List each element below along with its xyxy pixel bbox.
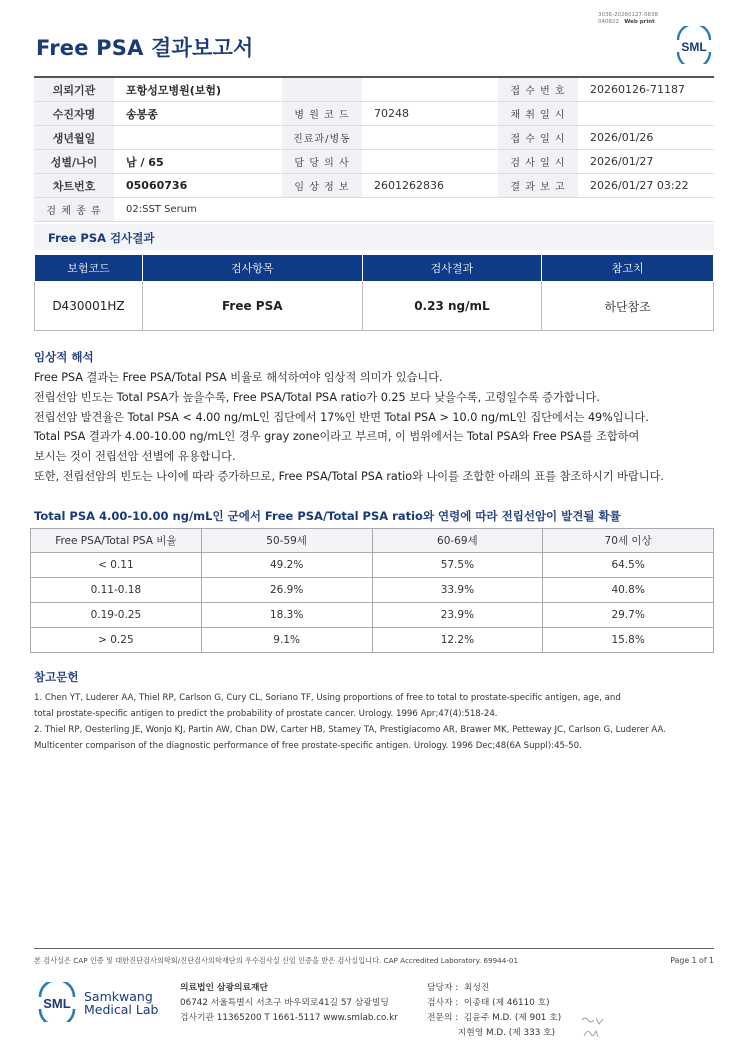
col-header-result: 검사결과 xyxy=(362,255,542,282)
report-title: Free PSA 결과보고서 xyxy=(36,36,254,60)
info-value xyxy=(114,126,282,150)
patient-info-table xyxy=(34,76,714,222)
info-value: 20260126-71187 xyxy=(578,77,714,102)
result-table xyxy=(34,254,714,331)
clinical-interpretation-title: 임상적 해석 xyxy=(34,350,94,364)
info-value: 70248 xyxy=(362,102,498,126)
table-cell: 29.7% xyxy=(543,603,714,628)
info-label: 검 사 일 시 xyxy=(498,150,578,174)
table-cell: 15.8% xyxy=(543,628,714,653)
table-cell: 64.5% xyxy=(543,553,714,578)
clinical-line: 전립선암 발견율은 Total PSA < 4.00 ng/mL인 집단에서 17%인 반면 Total PSA > 10.0 ng/mL인 집단에서는 49%입니다. xyxy=(34,410,649,424)
col-header-age-70: 70세 이상 xyxy=(543,529,714,553)
clinical-line: 또한, 전립선암의 빈도는 나이에 따라 증가하므로, Free PSA/Total PSA ratio와 나이를 조합한 아래의 표를 참조하시기 바랍니다. xyxy=(34,469,664,483)
table-row xyxy=(31,628,714,653)
info-label: 차트번호 xyxy=(34,174,114,198)
info-value: 2026/01/27 xyxy=(578,150,714,174)
clinical-interpretation-text xyxy=(34,368,724,487)
specimen-value: 02:SST Serum xyxy=(114,198,714,222)
info-value xyxy=(362,150,498,174)
footer-staff xyxy=(427,981,561,1041)
staff-line: 담당자 : 최성진 xyxy=(427,983,490,993)
info-value: 05060736 xyxy=(114,174,282,198)
reference-line: 1. Chen YT, Luderer AA, Thiel RP, Carlson G, Cury CL, Soriano TF, Using proportions of free to total to prostate-specific antigen, age, and xyxy=(34,693,621,703)
info-label: 생년월일 xyxy=(34,126,114,150)
table-cell: 57.5% xyxy=(372,553,543,578)
info-label: 성별/나이 xyxy=(34,150,114,174)
info-label: 병 원 코 드 xyxy=(282,102,362,126)
info-label: 의뢰기관 xyxy=(34,77,114,102)
clinical-line: Free PSA 결과는 Free PSA/Total PSA 비율로 해석하여야 임상적 의미가 있습니다. xyxy=(34,371,443,384)
svg-text:SML: SML xyxy=(681,40,707,54)
info-value: 2026/01/27 03:22 xyxy=(578,174,714,198)
table-cell: 40.8% xyxy=(543,578,714,603)
info-value: 2601262836 xyxy=(362,174,498,198)
references-title: 참고문헌 xyxy=(34,670,79,684)
test-item: Free PSA xyxy=(142,282,362,331)
page-number: Page 1 of 1 xyxy=(670,956,714,965)
table-row xyxy=(31,553,714,578)
table-cell: 0.11-0.18 xyxy=(31,578,202,603)
sml-logo-icon xyxy=(674,26,714,64)
probability-table-title: Total PSA 4.00-10.00 ng/mL인 군에서 Free PSA/Total PSA ratio와 연령에 따라 전립선암이 발견될 확률 xyxy=(34,509,621,523)
info-label: 담 당 의 사 xyxy=(282,150,362,174)
staff-line: 검사자 : 이종태 (제 46110 호) xyxy=(427,998,550,1008)
table-cell: 49.2% xyxy=(201,553,372,578)
table-cell: 23.9% xyxy=(372,603,543,628)
info-label: 접 수 일 시 xyxy=(498,126,578,150)
specimen-label: 검 체 종 류 xyxy=(34,198,114,222)
info-label: 결 과 보 고 xyxy=(498,174,578,198)
reference-value: 하단참조 xyxy=(542,282,714,331)
footer-logo-text: Samkwang Medical Lab xyxy=(84,989,159,1017)
col-header-age-50: 50-59세 xyxy=(201,529,372,553)
footer-address: 의료법인 삼광의료재단 06742 서울특별시 서초구 바우뫼로41길 57 삼광빌딩 검사기관 11365200 T 1661-5117 www.smlab.co.kr xyxy=(180,983,398,1023)
specimen-row xyxy=(34,198,714,222)
table-row xyxy=(31,578,714,603)
references-list xyxy=(34,690,724,754)
info-row xyxy=(34,77,714,102)
report-reference-code: 3036-20260127-0838 040822 Web print xyxy=(598,12,658,25)
reference-line: 2. Thiel RP, Oesterling JE, Wonjo KJ, Partin AW, Chan DW, Carter HB, Stamey TA, Prestigiacomo AR, Brawer MK, Petteway JC, Carlson G, Luderer AA. xyxy=(34,725,666,735)
table-cell: 33.9% xyxy=(372,578,543,603)
table-cell: 9.1% xyxy=(201,628,372,653)
staff-line: 전문의 : 김윤주 M.D. (제 901 호) xyxy=(427,1013,562,1023)
reference-line: Multicenter comparison of the diagnostic performance of free prostate-specific antigen. Urology. 1996 Dec;48(6A Suppl):45-50. xyxy=(34,741,582,751)
table-cell: 0.19-0.25 xyxy=(31,603,202,628)
table-cell: 26.9% xyxy=(201,578,372,603)
info-value: 송봉종 xyxy=(114,102,282,126)
col-header-ratio: Free PSA/Total PSA 비율 xyxy=(31,529,202,553)
info-label: 채 취 일 시 xyxy=(498,102,578,126)
info-label: 임 상 정 보 xyxy=(282,174,362,198)
table-cell: 18.3% xyxy=(201,603,372,628)
info-value: 남 / 65 xyxy=(114,150,282,174)
insurance-code: D430001HZ xyxy=(35,282,143,331)
svg-text:SML: SML xyxy=(43,996,71,1011)
test-result: 0.23 ng/mL xyxy=(362,282,542,331)
info-row xyxy=(34,150,714,174)
table-cell: < 0.11 xyxy=(31,553,202,578)
table-cell: > 0.25 xyxy=(31,628,202,653)
info-row xyxy=(34,126,714,150)
table-row xyxy=(31,603,714,628)
sml-footer-logo-icon xyxy=(36,982,78,1022)
signature-image xyxy=(578,1012,610,1042)
clinical-line: 보시는 것이 전립선암 선별에 유용합니다. xyxy=(34,450,236,464)
col-header-item: 검사항목 xyxy=(142,255,362,282)
info-value: 2026/01/26 xyxy=(578,126,714,150)
clinical-line: 전립선암 빈도는 Total PSA가 높을수록, Free PSA/Total PSA ratio가 0.25 보다 낮을수록, 고령일수록 증가합니다. xyxy=(34,390,600,404)
info-value xyxy=(578,102,714,126)
col-header-code: 보험코드 xyxy=(35,255,143,282)
col-header-reference: 참고치 xyxy=(542,255,714,282)
accreditation-note: 본 검사실은 CAP 인증 및 대한진단검사의학회/진단검사의학재단의 우수검사실 신임 인증을 받은 검사실입니다. CAP Accredited Laboratory. 69944-01 xyxy=(34,956,519,965)
info-row xyxy=(34,174,714,198)
result-section-header: Free PSA 검사결과 xyxy=(34,224,714,250)
table-cell: 12.2% xyxy=(372,628,543,653)
info-label: 접 수 번 호 xyxy=(498,77,578,102)
info-value: 포항성모병원(보험) xyxy=(114,77,282,102)
staff-line: 지현영 M.D. (제 333 호) xyxy=(427,1028,556,1038)
info-value xyxy=(362,126,498,150)
info-row xyxy=(34,102,714,126)
probability-table xyxy=(30,528,714,653)
reference-line: total prostate-specific antigen to predict the probability of prostate cancer. Urology. 1996 Apr;47(4):518-24. xyxy=(34,709,498,719)
col-header-age-60: 60-69세 xyxy=(372,529,543,553)
info-label xyxy=(282,77,362,102)
info-label: 수진자명 xyxy=(34,102,114,126)
footer-divider xyxy=(34,948,714,949)
info-label: 진료과/병동 xyxy=(282,126,362,150)
table-row xyxy=(35,282,714,331)
clinical-line: Total PSA 결과가 4.00-10.00 ng/mL인 경우 gray zone이라고 부르며, 이 범위에서는 Total PSA와 Free PSA를 조합하여 xyxy=(34,430,640,444)
info-value xyxy=(362,77,498,102)
